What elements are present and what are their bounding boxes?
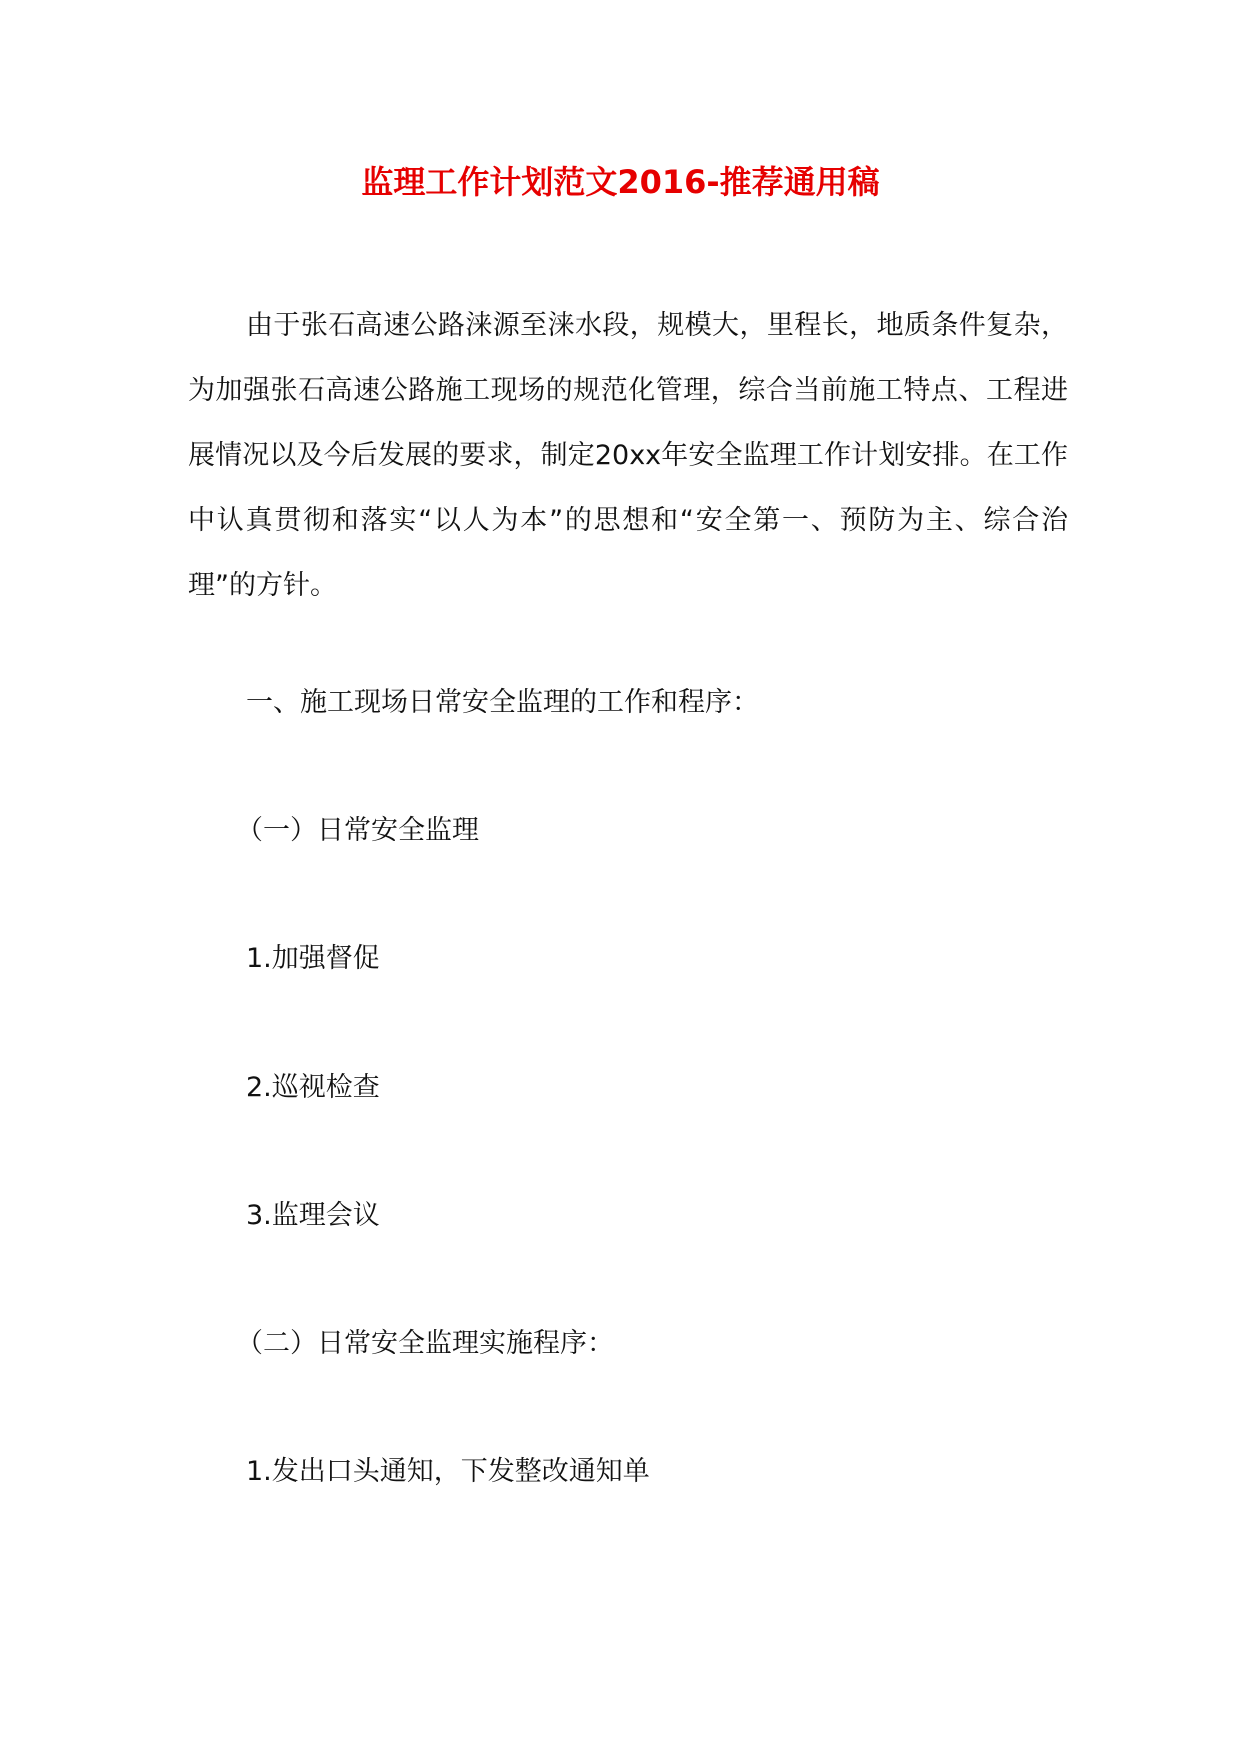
subsection-heading-2: （二）日常安全监理实施程序：	[236, 1328, 614, 1359]
section-heading-1: 一、施工现场日常安全监理的工作和程序：	[246, 687, 759, 718]
subsection-heading-1: （一）日常安全监理	[236, 815, 479, 846]
list-item: 1.发出口头通知，下发整改通知单	[246, 1456, 650, 1487]
list-item: 1.加强督促	[246, 943, 380, 974]
intro-paragraph: 由于张石高速公路涞源至涞水段，规模大，里程长，地质条件复杂，为加强张石高速公路施工现场的规范化管理，综合当前施工特点、工程进展情况以及今后发展的要求，制定20xx年安全监理工作计划安排。在工作中认真贯彻和落实“以人为本”的思想和“安全第一、预防为主、综合治理”的方针。	[188, 310, 1068, 601]
document-title: 监理工作计划范文2016-推荐通用稿	[361, 163, 880, 201]
list-item: 2.巡视检查	[246, 1072, 380, 1103]
list-item: 3.监理会议	[246, 1200, 380, 1231]
